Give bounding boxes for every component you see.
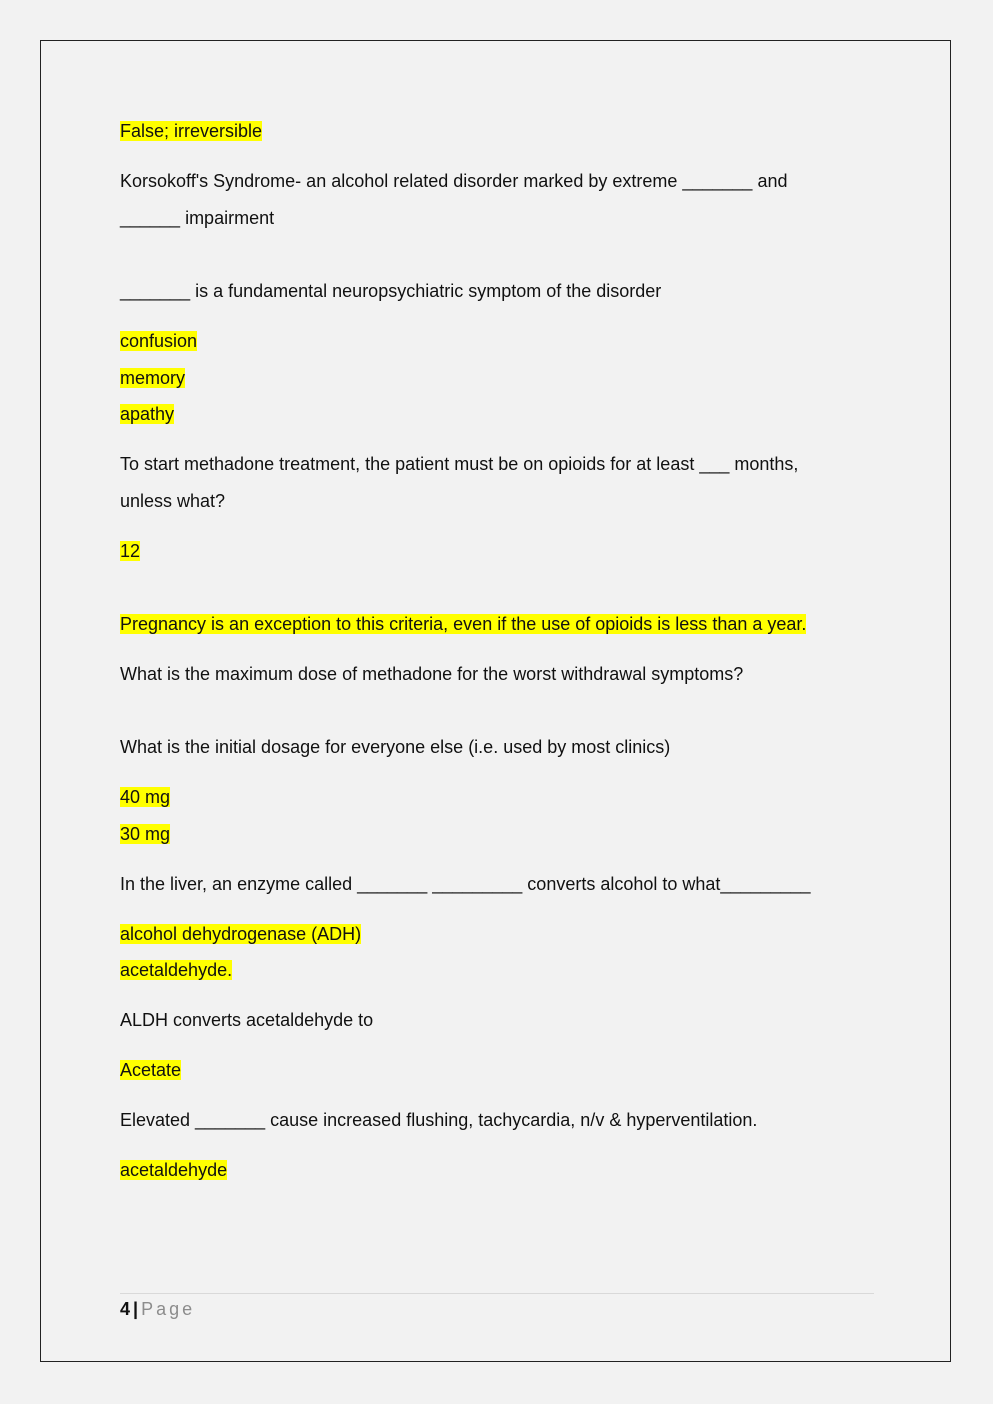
question-line: Elevated _______ cause increased flushing, tachycardia, n/v & hyperventilation.	[120, 1110, 758, 1130]
answer-line: False; irreversible	[120, 121, 263, 141]
answer-line: confusion	[120, 331, 198, 351]
answer-line: Acetate	[120, 1060, 182, 1080]
answer-line: 40 mg	[120, 787, 171, 807]
page-label: Page	[141, 1299, 196, 1319]
footer-separator: |	[133, 1299, 139, 1319]
question-line: ALDH converts acetaldehyde to	[120, 1010, 374, 1030]
page-footer	[120, 1297, 195, 1321]
answer-line: apathy	[120, 404, 175, 424]
question-line: To start methadone treatment, the patient must be on opioids for at least ___ months,	[120, 454, 799, 474]
answer-line: memory	[120, 368, 186, 388]
answer-line: 30 mg	[120, 824, 171, 844]
answer-line: acetaldehyde.	[120, 960, 233, 980]
answer-line: 12	[120, 541, 141, 561]
question-line: unless what?	[120, 491, 226, 511]
page-number: 4	[120, 1299, 131, 1319]
answer-line: Pregnancy is an exception to this criteria, even if the use of opioids is less than a year.	[120, 614, 807, 634]
question-line: What is the maximum dose of methadone for the worst withdrawal symptoms?	[120, 664, 744, 684]
question-line: _______ is a fundamental neuropsychiatric symptom of the disorder	[120, 281, 662, 301]
question-line: In the liver, an enzyme called _______ _________ converts alcohol to what_________	[120, 874, 811, 894]
question-line: What is the initial dosage for everyone else (i.e. used by most clinics)	[120, 737, 671, 757]
answer-line: alcohol dehydrogenase (ADH)	[120, 924, 362, 944]
answer-line: acetaldehyde	[120, 1160, 228, 1180]
footer-divider	[120, 1293, 874, 1294]
question-line: ______ impairment	[120, 208, 275, 228]
question-line: Korsokoff's Syndrome- an alcohol related disorder marked by extreme _______ and	[120, 171, 788, 191]
